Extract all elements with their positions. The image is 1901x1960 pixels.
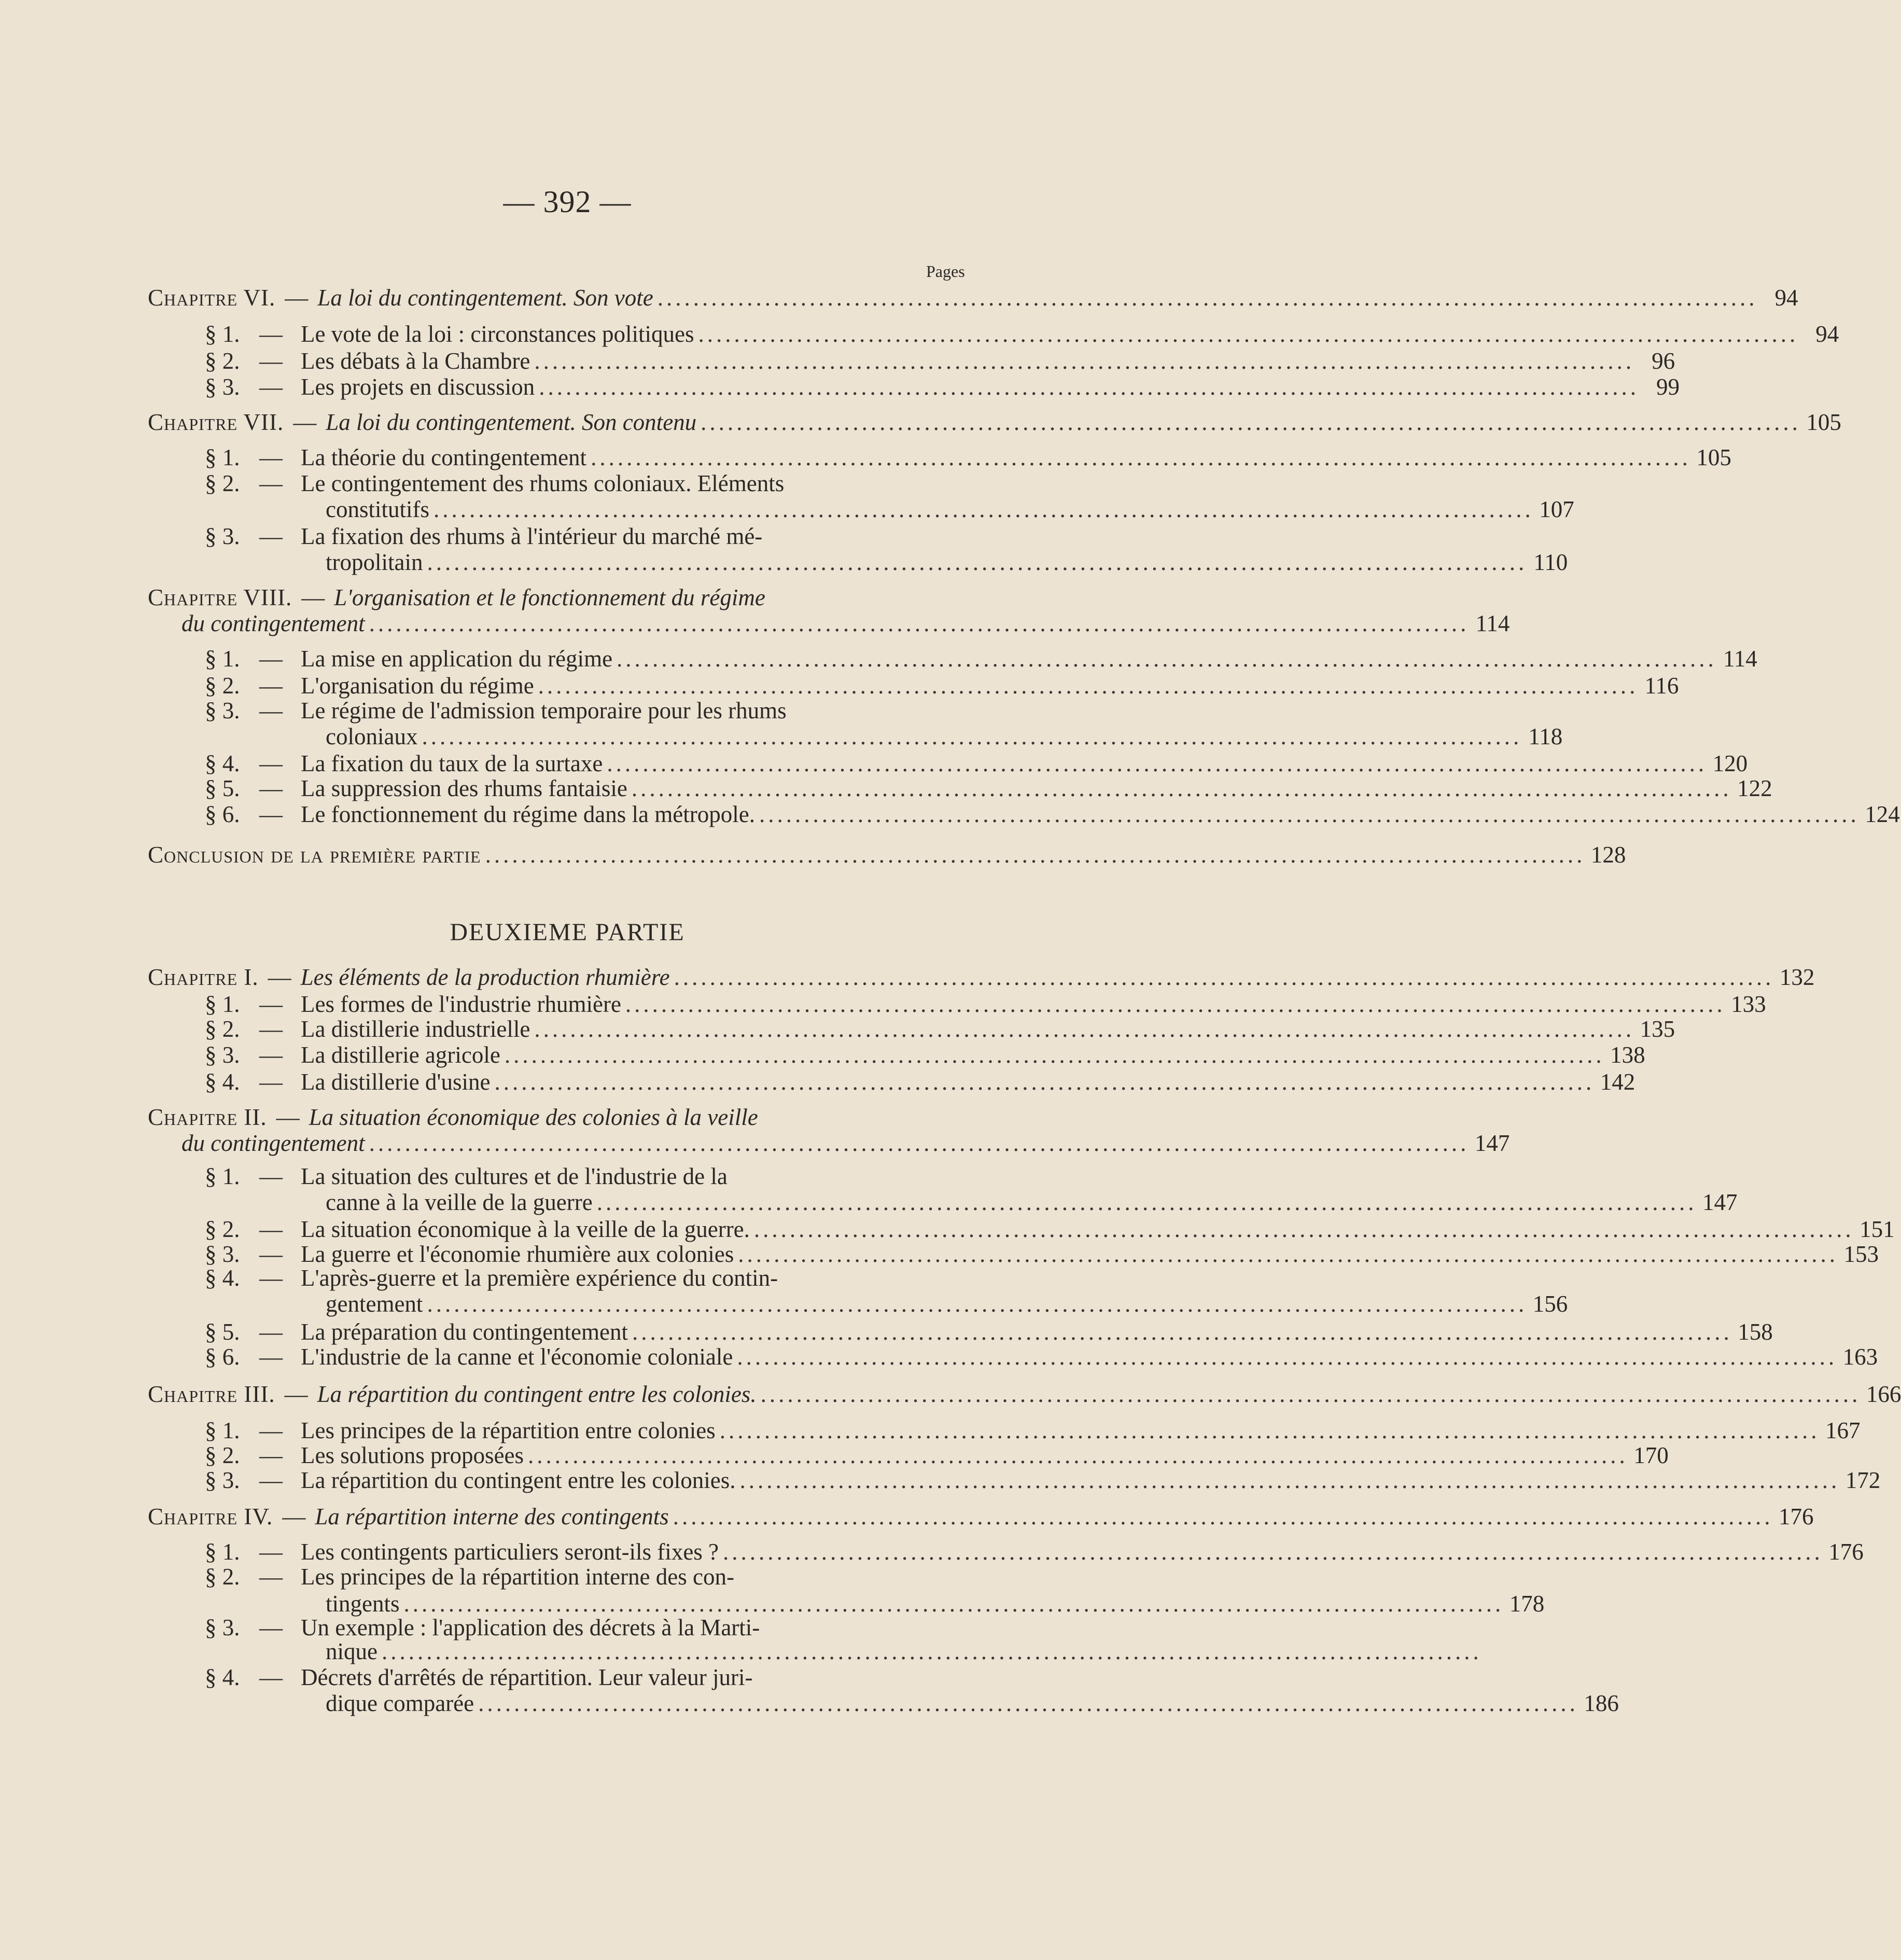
section-entry <box>301 646 1757 672</box>
section-title: Les contingents particuliers seront-ils fixes ? <box>301 1539 719 1565</box>
page-ref: 156 <box>1532 1291 1568 1317</box>
page-ref: 94 <box>1815 321 1839 347</box>
page-ref: 172 <box>1845 1467 1881 1493</box>
section-dash: — <box>259 1664 283 1690</box>
chapter-label: Chapitre VII. <box>148 409 284 435</box>
section-dash: — <box>259 1417 283 1443</box>
leader-dots: ........................................................................................................................... <box>591 444 1691 470</box>
section-dash: — <box>259 1042 283 1068</box>
chapter-dash: — <box>293 409 317 435</box>
chapter-lead <box>148 285 653 310</box>
section-title: La préparation du contingentement <box>301 1319 628 1345</box>
section-number: § 2. <box>205 673 240 699</box>
section-dash: — <box>259 1265 283 1291</box>
section-title: Le contingentement des rhums coloniaux. Eléments <box>301 470 785 496</box>
leader-dots: ........................................................................................................................... <box>673 1504 1773 1530</box>
leader-dots: ........................................................................................................................... <box>607 750 1708 776</box>
section-number: § 1. <box>205 321 240 347</box>
chapter-heading <box>148 1381 1901 1407</box>
leader-dots: ........................................................................................................................... <box>478 1690 1578 1716</box>
section-dash: — <box>259 991 283 1017</box>
page-ref: 99 <box>1656 374 1680 400</box>
leader-dots: ........................................................................................................................... <box>719 1417 1820 1443</box>
section-number: § 2. <box>205 1016 240 1042</box>
chapter-label: Chapitre VI. <box>148 285 276 311</box>
page-ref: 114 <box>1475 610 1510 636</box>
chapter-lead <box>148 1504 669 1529</box>
leader-dots: ........................................................................................................................... <box>631 775 1732 801</box>
section-entry <box>301 1216 1895 1242</box>
leader-dots: ........................................................................................................................... <box>596 1189 1697 1215</box>
section-dash: — <box>259 1163 283 1189</box>
section-dash: — <box>259 1016 283 1042</box>
chapter-dash: — <box>276 1104 300 1130</box>
section-title-continued: gentement <box>326 1291 423 1317</box>
chapter-dash: — <box>282 1504 306 1530</box>
section-number: § 1. <box>205 1417 240 1443</box>
leader-dots: ........................................................................................................................... <box>539 374 1639 400</box>
chapter-heading-continued <box>181 1130 1510 1156</box>
chapter-title: La répartition du contingent entre les colonies. <box>317 1381 757 1407</box>
page-ref: 114 <box>1723 646 1757 672</box>
section-dash: — <box>259 1344 283 1370</box>
leader-dots: ........................................................................................................................... <box>723 1539 1823 1565</box>
leader-dots: ........................................................................................................................... <box>759 801 1860 827</box>
section-dash: — <box>259 750 283 776</box>
leader-dots: ........................................................................................................................... <box>737 1344 1838 1370</box>
section-dash: — <box>259 1319 283 1345</box>
page-ref: 120 <box>1712 750 1748 776</box>
section-title: La situation économique à la veille de la guerre. <box>301 1216 750 1242</box>
section-dash: — <box>259 348 283 374</box>
section-entry <box>301 1344 1878 1370</box>
section-number: § 3. <box>205 1042 240 1068</box>
section-dash: — <box>259 646 283 672</box>
leader-dots: ........................................................................................................................... <box>657 285 1758 311</box>
chapter-heading <box>148 409 1841 435</box>
section-number: § 6. <box>205 801 240 827</box>
leader-dots: ........................................................................................................................... <box>381 1638 1482 1664</box>
section-dash: — <box>259 1564 283 1590</box>
leader-dots: ........................................................................................................................... <box>494 1069 1595 1095</box>
part-title: DEUXIEME PARTIE <box>450 919 685 946</box>
page-ref: 133 <box>1731 991 1766 1017</box>
chapter-dash: — <box>285 285 309 311</box>
leader-dots: ........................................................................................................................... <box>427 1291 1528 1317</box>
section-title: Les principes de la répartition entre colonies <box>301 1417 716 1443</box>
chapter-heading <box>148 285 1798 311</box>
section-entry <box>301 1417 1861 1443</box>
section-number: § 2. <box>205 348 240 374</box>
chapter-heading-continued <box>181 610 1510 636</box>
conclusion-entry <box>148 842 1626 868</box>
page-ref: 151 <box>1860 1216 1895 1242</box>
section-entry <box>301 750 1748 776</box>
section-dash: — <box>259 775 283 801</box>
leader-dots: ........................................................................................................................... <box>434 496 1534 522</box>
section-entry <box>301 1016 1675 1042</box>
section-dash: — <box>259 470 283 496</box>
page-ref: 135 <box>1640 1016 1675 1042</box>
page-ref: 178 <box>1509 1591 1545 1617</box>
leader-dots: ........................................................................................................................... <box>403 1591 1504 1617</box>
section-entry <box>301 348 1675 374</box>
section-number: § 2. <box>205 470 240 496</box>
section-entry-continued <box>326 496 1574 522</box>
section-dash: — <box>259 698 283 724</box>
section-dash: — <box>259 444 283 470</box>
chapter-title-continued: du contingentement <box>181 1130 365 1156</box>
conclusion-title: Conclusion de la première partie <box>148 842 481 868</box>
leader-dots: ........................................................................................................................... <box>538 673 1639 699</box>
page-ref: 116 <box>1644 673 1679 699</box>
chapter-heading <box>148 585 765 610</box>
page-ref: 167 <box>1825 1417 1861 1443</box>
chapter-title: La répartition interne des contingents <box>315 1504 669 1530</box>
page-ref: 94 <box>1774 285 1798 311</box>
section-entry <box>301 801 1900 827</box>
section-number: § 4. <box>205 1265 240 1291</box>
section-number: § 4. <box>205 1664 240 1690</box>
leader-dots: ........................................................................................................................... <box>534 1016 1635 1042</box>
page-ref: 138 <box>1610 1042 1645 1068</box>
chapter-heading <box>148 1105 758 1130</box>
leader-dots: ........................................................................................................................... <box>534 348 1635 374</box>
section-entry <box>301 1319 1773 1345</box>
section-number: § 3. <box>205 1615 240 1641</box>
section-title: La répartition du contingent entre les colonies. <box>301 1467 736 1493</box>
chapter-lead <box>148 585 765 610</box>
leader-dots: ........................................................................................................................... <box>504 1042 1605 1068</box>
section-dash: — <box>259 1539 283 1565</box>
page-ref: 147 <box>1474 1130 1510 1156</box>
chapter-label: Chapitre II. <box>148 1104 267 1130</box>
chapter-label: Chapitre IV. <box>148 1504 273 1530</box>
leader-dots: ........................................................................................................................... <box>369 1130 1470 1156</box>
section-title-continued: tingents <box>326 1591 400 1617</box>
section-title: La distillerie d'usine <box>301 1069 491 1095</box>
leader-dots: ........................................................................................................................... <box>760 1381 1861 1407</box>
section-number: § 1. <box>205 991 240 1017</box>
section-number: § 4. <box>205 1069 240 1095</box>
section-title-continued: coloniaux <box>326 724 418 749</box>
leader-dots: ........................................................................................................................... <box>422 724 1522 749</box>
section-entry <box>301 1241 1879 1267</box>
leader-dots: ........................................................................................................................... <box>427 549 1528 575</box>
section-entry <box>301 1069 1636 1095</box>
section-title-continued: tropolitain <box>326 549 423 575</box>
section-number: § 1. <box>205 646 240 672</box>
chapter-title: La situation économique des colonies à la veille <box>309 1104 758 1130</box>
section-title: La distillerie agricole <box>301 1042 500 1068</box>
section-title: La suppression des rhums fantaisie <box>301 775 627 801</box>
section-dash: — <box>259 1615 283 1641</box>
page-ref: 118 <box>1528 724 1563 749</box>
section-entry <box>301 374 1680 400</box>
section-title: Les solutions proposées <box>301 1442 524 1468</box>
page-ref: 107 <box>1539 496 1574 522</box>
chapter-lead <box>148 1104 758 1130</box>
section-entry-continued <box>326 1291 1568 1317</box>
section-title: La théorie du contingentement <box>301 444 587 470</box>
page-ref: 176 <box>1828 1539 1864 1565</box>
section-number: § 3. <box>205 523 240 549</box>
section-title: Les principes de la répartition interne des con- <box>301 1564 734 1590</box>
page-ref: 166 <box>1866 1381 1901 1407</box>
chapter-title-continued: du contingentement <box>181 610 365 636</box>
section-entry <box>301 321 1839 347</box>
leader-dots: ........................................................................................................................... <box>632 1319 1732 1345</box>
section-title: Le vote de la loi : circonstances politiques <box>301 321 694 347</box>
section-title: La guerre et l'économie rhumière aux colonies <box>301 1241 734 1267</box>
section-title: La situation des cultures et de l'industrie de la <box>301 1163 728 1189</box>
section-title: Décrets d'arrêtés de répartition. Leur valeur juri- <box>301 1664 753 1690</box>
chapter-label: Chapitre I. <box>148 964 259 990</box>
section-entry <box>301 1442 1669 1468</box>
section-entry-continued <box>326 1638 1482 1664</box>
leader-dots: ........................................................................................................................... <box>739 1467 1840 1493</box>
section-dash: — <box>259 374 283 400</box>
page-number: — 392 — <box>503 185 632 219</box>
section-title: Les débats à la Chambre <box>301 348 530 374</box>
leader-dots: ........................................................................................................................... <box>485 842 1586 868</box>
leader-dots: ........................................................................................................................... <box>527 1442 1628 1468</box>
section-title: Le fonctionnement du régime dans la métropole. <box>301 801 755 827</box>
leader-dots: ........................................................................................................................... <box>625 991 1726 1017</box>
page-ref: 170 <box>1633 1442 1669 1468</box>
leader-dots: ........................................................................................................................... <box>738 1241 1838 1267</box>
section-title: L'après-guerre et la première expérience du contin- <box>301 1265 778 1291</box>
section-title: Les formes de l'industrie rhumière <box>301 991 621 1017</box>
section-number: § 1. <box>205 444 240 470</box>
section-number: § 5. <box>205 775 240 801</box>
chapter-title: L'organisation et le fonctionnement du régime <box>334 585 765 610</box>
section-title: Les projets en discussion <box>301 374 535 400</box>
page-ref: 176 <box>1779 1504 1814 1530</box>
section-entry-continued <box>326 549 1568 575</box>
page-ref: 147 <box>1702 1189 1738 1215</box>
page-ref: 105 <box>1806 409 1841 435</box>
chapter-label: Chapitre VIII. <box>148 585 292 610</box>
section-dash: — <box>259 1442 283 1468</box>
page-ref: 110 <box>1533 549 1568 575</box>
section-title: La distillerie industrielle <box>301 1016 530 1042</box>
page-ref: 163 <box>1842 1344 1878 1370</box>
section-dash: — <box>259 673 283 699</box>
chapter-heading <box>148 964 1815 990</box>
section-title-continued: nique <box>326 1638 378 1664</box>
chapter-title: La loi du contingentement. Son vote <box>317 285 653 311</box>
section-title: La fixation des rhums à l'intérieur du marché mé- <box>301 523 763 549</box>
leader-dots: ........................................................................................................................... <box>753 1216 1854 1242</box>
page-ref: 142 <box>1600 1069 1636 1095</box>
section-entry-continued <box>326 1690 1619 1716</box>
section-title-continued: constitutifs <box>326 496 429 522</box>
leader-dots: ........................................................................................................................... <box>674 964 1774 990</box>
page-ref: 132 <box>1779 964 1815 990</box>
chapter-lead <box>148 965 670 990</box>
pages-column-label: Pages <box>926 262 965 281</box>
page-ref: 124 <box>1865 801 1900 827</box>
leader-dots: ........................................................................................................................... <box>369 610 1470 636</box>
leader-dots: ........................................................................................................................... <box>701 409 1801 435</box>
section-title-continued: dique comparée <box>326 1690 474 1716</box>
section-number: § 4. <box>205 750 240 776</box>
section-dash: — <box>259 1069 283 1095</box>
section-dash: — <box>259 523 283 549</box>
section-number: § 5. <box>205 1319 240 1345</box>
section-title: L'organisation du régime <box>301 673 534 699</box>
section-dash: — <box>259 1467 283 1493</box>
section-number: § 2. <box>205 1216 240 1242</box>
chapter-lead <box>148 410 696 435</box>
chapter-title: La loi du contingentement. Son contenu <box>326 409 697 435</box>
section-entry <box>301 1042 1645 1068</box>
section-number: § 1. <box>205 1539 240 1565</box>
section-title: L'industrie de la canne et l'économie coloniale <box>301 1344 733 1370</box>
section-entry-continued <box>326 1189 1738 1215</box>
section-number: § 3. <box>205 374 240 400</box>
chapter-dash: — <box>301 585 325 610</box>
section-dash: — <box>259 321 283 347</box>
chapter-dash: — <box>268 964 291 990</box>
section-entry <box>301 775 1772 801</box>
page-ref: 153 <box>1843 1241 1879 1267</box>
section-entry-continued <box>326 1591 1545 1617</box>
section-number: § 2. <box>205 1442 240 1468</box>
section-entry <box>301 673 1679 699</box>
page-ref: 186 <box>1584 1690 1619 1716</box>
section-number: § 6. <box>205 1344 240 1370</box>
section-title: Un exemple : l'application des décrets à la Marti- <box>301 1615 760 1641</box>
section-title: La mise en application du régime <box>301 646 613 672</box>
section-dash: — <box>259 1216 283 1242</box>
chapter-title: Les éléments de la production rhumière <box>300 964 670 990</box>
leader-dots: ........................................................................................................................... <box>698 321 1799 347</box>
section-dash: — <box>259 801 283 827</box>
section-number: § 3. <box>205 698 240 724</box>
chapter-dash: — <box>284 1381 308 1407</box>
leader-dots: ........................................................................................................................... <box>617 646 1717 672</box>
page-ref: 96 <box>1652 348 1675 374</box>
page-ref: 158 <box>1738 1319 1773 1345</box>
chapter-heading <box>148 1504 1814 1530</box>
section-number: § 1. <box>205 1163 240 1189</box>
section-entry <box>301 444 1731 470</box>
section-dash: — <box>259 1241 283 1267</box>
section-entry <box>301 1539 1864 1565</box>
section-number: § 2. <box>205 1564 240 1590</box>
section-title: La fixation du taux de la surtaxe <box>301 750 603 776</box>
section-number: § 3. <box>205 1467 240 1493</box>
page-ref: 105 <box>1696 444 1731 470</box>
chapter-lead <box>148 1382 757 1407</box>
section-entry-continued <box>326 724 1563 749</box>
section-entry <box>301 991 1766 1017</box>
section-number: § 3. <box>205 1241 240 1267</box>
page-ref: 122 <box>1737 775 1772 801</box>
section-title: Le régime de l'admission temporaire pour les rhums <box>301 698 787 724</box>
chapter-label: Chapitre III. <box>148 1381 275 1407</box>
section-title-continued: canne à la veille de la guerre <box>326 1189 593 1215</box>
section-entry <box>301 1467 1881 1493</box>
page-ref: 128 <box>1590 842 1626 868</box>
